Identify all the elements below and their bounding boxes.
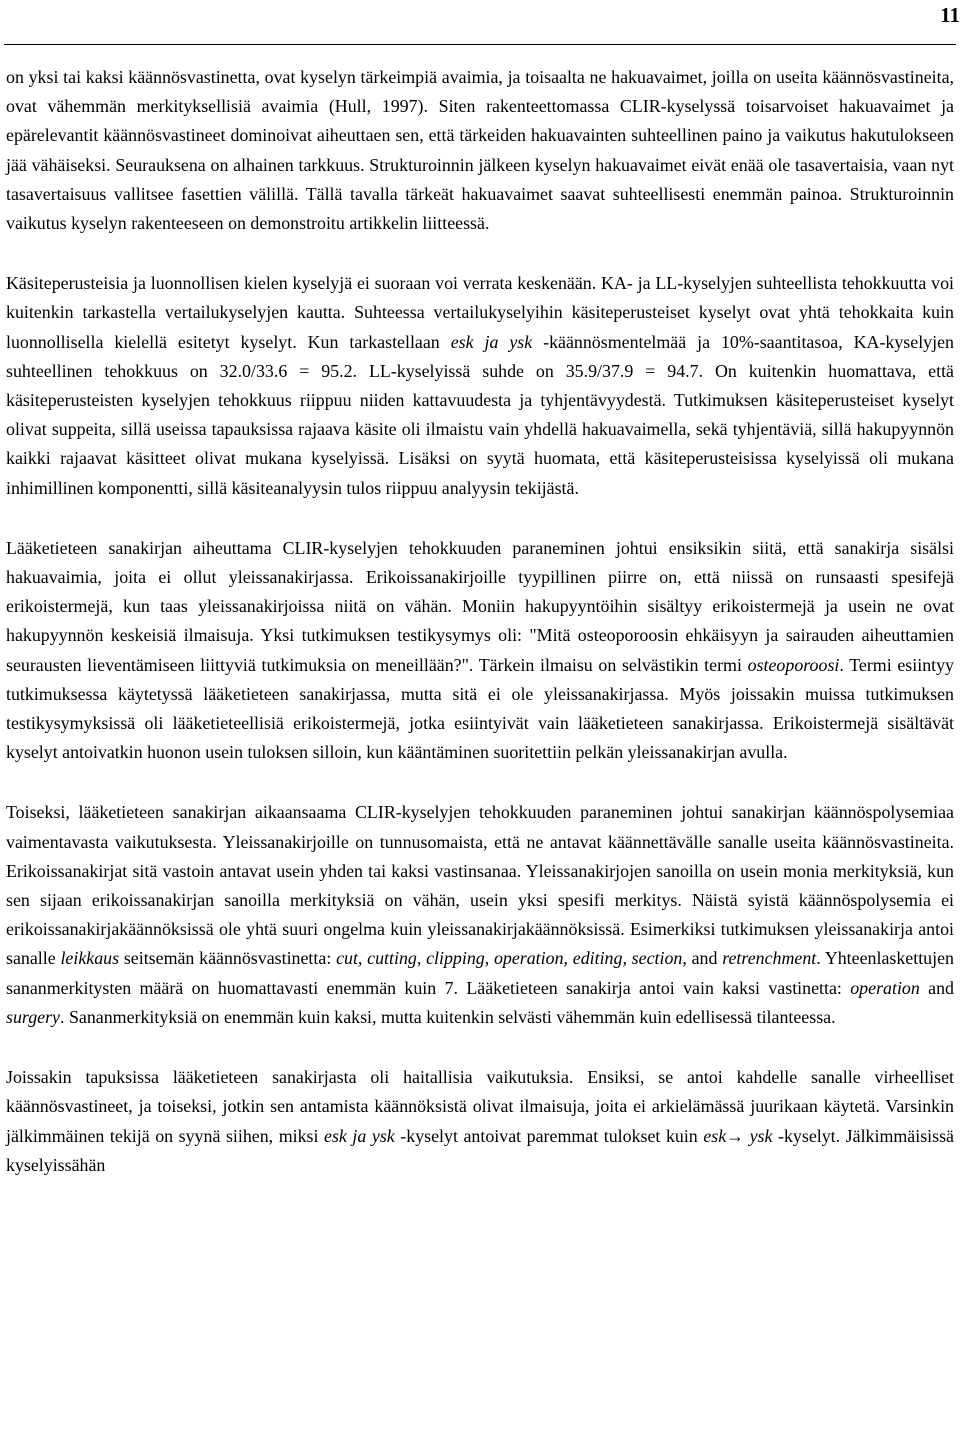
- paragraph-1: [6, 63, 954, 238]
- paragraph-text: . Termi esiintyy tutkimuksessa käytetyssä lääketieteen sanakirjassa, mutta sitä ei ole yleissanakirjassa. Myös joissakin muissa tutkimuksen testikysymyksissä oli lääketieteellisiä erikoistermejä, jotka esiintyivät vain lääketieteen sanakirjassa. Erikoistermejä sisältävät kyselyt antoivatkin huonon usein tuloksen silloin, kun kääntäminen suoritettiin pelkän yleissanakirjan avulla.: [6, 654, 955, 763]
- page-number: 11: [940, 3, 960, 27]
- paragraph-2: [6, 269, 954, 503]
- italic-term: esk ja ysk: [324, 1125, 395, 1146]
- paragraph-text: Toiseksi, lääketieteen sanakirjan aikaansaama CLIR-kyselyjen tehokkuuden paraneminen johtui sanakirjan käännöspolysemiaa vaimentavasta vaikutuksesta. Yleissanakirjoille on tunnusomaista, että ne antavat käännettävälle sanalle useita käännösvastineita. Erikoissanakirjat sitä vastoin antavat usein yhden tai kaksi vastinsanaa. Yleissanakirjojen sanoilla on usein monia merkityksiä, kun sen sijaan erikoissanakirjan sanoilla merkityksiä on vähän, usein yksi spesifi merkitys. Näistä syistä käännöspolysemia ei erikoissanakirjakäännöksissä ole yhtä suuri ongelma kuin yleissanakirjakäännöksissä. Esimerkiksi tutkimuksen yleissanakirja antoi sanalle: [6, 802, 954, 969]
- paragraph-text: on yksi tai kaksi käännösvastinetta, ovat kyselyn tärkeimpiä avaimia, ja toisaalta ne hakuavaimet, joilla on useita käännösvastineita, ovat vähemmän merkityksellisiä avaimia (Hull, 1997). Siten rakenteettomassa CLIR-kyselyssä toisarvoiset hakuavaimet ja epärelevantit käännösvastineet dominoivat aiheuttaen sen, että tärkeiden hakuavainten suhteellinen paino ja vaikutus hakutulokseen jää vähäiseksi. Seurauksena on alhainen tarkkuus. Strukturoinnin jälkeen kyselyn hakuavaimet eivät enää ole tasavertaisia, vaan nyt tasavertaisuus vallitsee fasettien välillä. Tällä tavalla tärkeät hakuavaimet saavat suhteellisesti enemmän painoa. Strukturoinnin vaikutus kyselyn rakenteeseen on demonstroitu artikkelin liitteessä.: [6, 67, 954, 234]
- italic-term: operation: [850, 977, 920, 998]
- italic-term: esk ja ysk: [450, 331, 533, 352]
- italic-term: surgery: [6, 1006, 60, 1027]
- italic-term: osteoporoosi: [747, 654, 840, 675]
- italic-term: retrenchment: [722, 948, 817, 969]
- italic-term: cut, cutting, clipping, operation, editing, section,: [336, 948, 687, 969]
- paragraph-5: [6, 1063, 954, 1180]
- header-rule: [4, 44, 956, 45]
- paragraph-text: -kyselyt. Jälkimmäisissä kyselyissähän: [6, 1125, 954, 1175]
- paragraph-text: . Yhteenlaskettujen sananmerkitysten määrä on huomattavasti enemmän kuin 7. Lääketieteen sanakirja antoi vain kaksi vastinetta:: [6, 948, 954, 998]
- paragraph-3: [6, 534, 954, 768]
- paragraph-text: -käännösmentelmää ja 10%-saantitasoa, KA-kyselyjen suhteellinen tehokkuus on 32.0/33.6 = 95.2. LL-kyselyissä suhde on 35.9/37.9 = 94.7. On kuitenkin huomattava, että käsiteperusteisten kyselyjen tehokkuus riippuu niiden kattavuudesta ja tyhjentävyydestä. Tutkimuksen käsiteperusteiset kyselyt olivat suppeita, sillä useissa tapauksissa rajaava käsite oli ilmaistu vain yhdellä hakuavaimella, sekä tyhjentäviä, sillä hakupyynnön kaikki rajaavat käsitteet olivat mukana kyselyissä. Lisäksi on syytä huomata, että käsiteperusteisissa kyselyissä oli mukana inhimillinen komponentti, sillä käsiteanalyysin tulos riippuu analyysin tekijästä.: [6, 331, 954, 498]
- italic-term: leikkaus: [60, 948, 120, 969]
- paragraph-text: seitsemän käännösvastinetta:: [119, 948, 337, 969]
- body-text: [6, 63, 954, 1180]
- paragraph-text: and: [686, 948, 723, 969]
- paragraph-text: -kyselyt antoivat paremmat tulokset kuin: [394, 1125, 704, 1146]
- italic-term: esk→ ysk: [703, 1125, 773, 1146]
- paragraph-text: Käsiteperusteisia ja luonnollisen kielen kyselyjä ei suoraan voi verrata keskenään. KA- ja LL-kyselyjen suhteellista tehokkuutta voi kuitenkin tarkastella vertailukyselyjen kautta. Suhteessa vertailukyselyihin käsiteperusteiset kyselyt ovat yhtä tehokkaita kuin luonnollisella kielellä esitetyt kyselyt. Kun tarkastellaan: [6, 273, 954, 352]
- paragraph-text: and: [919, 977, 954, 998]
- paragraph-text: Joissakin tapuksissa lääketieteen sanakirjasta oli haitallisia vaikutuksia. Ensiksi, se antoi kahdelle sanalle virheelliset käännösvastineet, ja toiseksi, jotkin sen antamista käännöksistä olivat ilmaisuja, joita ei arkielämässä juurikaan käytetä. Varsinkin jälkimmäinen tekijä on syynä siihen, miksi: [6, 1067, 954, 1146]
- paragraph-text: Lääketieteen sanakirjan aiheuttama CLIR-kyselyjen tehokkuuden paraneminen johtui ensiksikin siitä, että sanakirja sisälsi hakuavaimia, joita ei ollut yleissanakirjassa. Erikoissanakirjoille tyypillinen piirre on, että niissä on runsaasti spesifejä erikoistermejä, kun taas yleissanakirjoissa niitä on vähän. Moniin hakupyyntöihin sisältyy erikoistermejä ja usein ne ovat hakupyynnön keskeisiä ilmaisuja. Yksi tutkimuksen testikysymys oli: "Mitä osteoporoosin ehkäisyyn ja sairauden aiheuttamien seurausten lieventämiseen liittyviä tutkimuksia on meneillään?". Tärkein ilmaisu on selvästikin termi: [6, 537, 954, 675]
- paragraph-text: . Sananmerkityksiä on enemmän kuin kaksi, mutta kuitenkin selvästi vähemmän kuin edellisessä tilanteessa.: [60, 1006, 836, 1027]
- paragraph-4: [6, 798, 954, 1032]
